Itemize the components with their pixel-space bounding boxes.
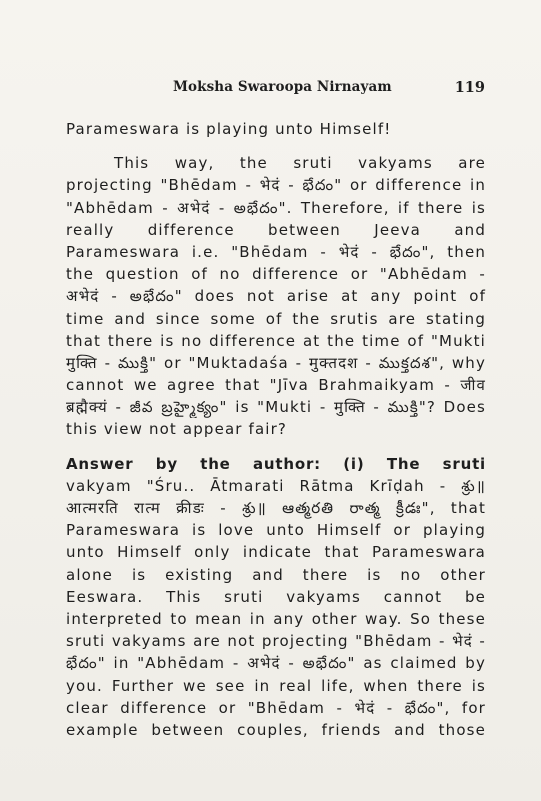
text-line: Parameswara i.e. "Bhēdam - भेदं - భేదం", then [66,242,486,261]
text-line: ब्रह्मैक्यं - జీవ బ్రహ్మైక్యం" is "Mukti - मुक्ति - ముక్తి"? Does [66,398,486,417]
text-line: you. Further we see in real life, when there is [66,676,486,695]
text-line: मुक्ति - ముక్తి" or "Muktadaśa - मुक्तदश - ముక్తదశ", why [66,353,486,372]
text-line: the question of no difference or "Abhēdam - [66,265,486,284]
text-line: this view not appear fair? [66,420,288,439]
text-line: example between couples, friends and those [66,720,486,739]
body-text [66,118,486,741]
text-line: Parameswara is love unto Himself or playing [66,521,486,540]
text-line: interpreted to mean in any other way. So these [66,609,486,628]
text-line: alone is existing and there is no other [66,565,486,584]
text-line: sruti vakyams are not projecting "Bhēdam - भेदं - [66,632,486,651]
text-line: Eeswara. This sruti vakyams cannot be [66,587,486,606]
text-line: vakyam "Śru.. Ātmarati Rātma Krīḍah - శ్రు॥ [66,476,486,495]
text-line: projecting "Bhēdam - भेदं - భేదం" or difference in [66,176,486,195]
text-line: This way, the sruti vakyams are [114,154,486,173]
text-line: time and since some of the srutis are stating [66,309,486,328]
text-line: unto Himself only indicate that Parameswara [66,543,486,562]
running-header [66,79,485,101]
answer-heading-line: Answer by the author: (i) The sruti [66,454,486,473]
book-title: Moksha Swaroopa Nirnayam [173,79,392,95]
text-line: अभेदं - అభేదం" does not arise at any point of [66,287,486,306]
page-number: 119 [454,79,485,96]
text-line: cannot we agree that "Jīva Brahmaikyam - जीव [66,376,486,395]
text-line: భేదం" in "Abhēdam - अभेदं - అభేదం" as claimed by [66,654,486,673]
paragraph-gap [66,441,486,453]
text-line: really difference between Jeeva and [66,220,486,239]
text-line: आत्मरति रात्म क्रीडः - శ్రు॥ ఆత్మరతి రాత్మ క్రీడః", that [66,499,486,517]
text-line: Parameswara is playing unto Himself! [66,120,392,138]
paragraph-gap [66,140,486,152]
text-line: clear difference or "Bhēdam - भेदं - భేదం", for [66,698,486,717]
text-line: "Abhēdam - अभेदं - అభేదం". Therefore, if there is [66,198,486,217]
text-line: that there is no difference at the time of "Mukti [66,331,486,350]
